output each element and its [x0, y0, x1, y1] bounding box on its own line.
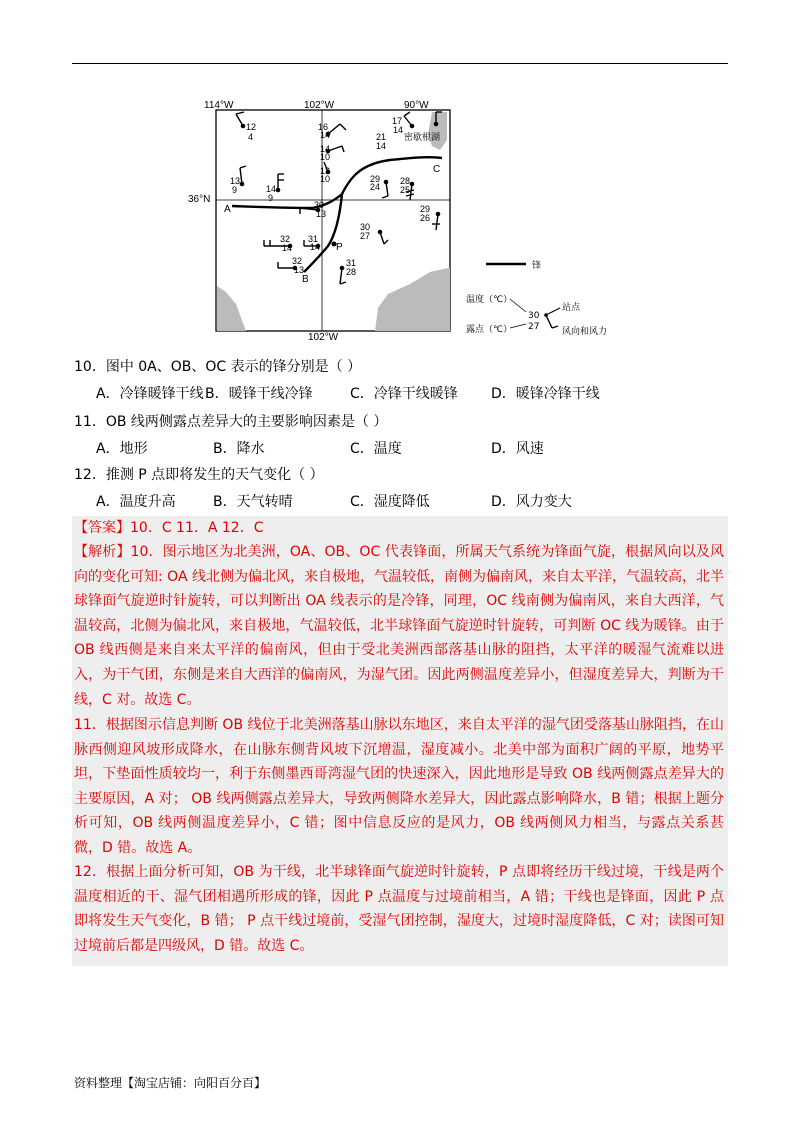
svg-text:17: 17 [392, 116, 403, 126]
svg-text:32: 32 [292, 256, 303, 266]
point-a: A [224, 204, 231, 215]
svg-text:10: 10 [320, 174, 331, 184]
svg-text:30: 30 [360, 222, 371, 232]
svg-text:14: 14 [282, 243, 293, 253]
svg-text:14: 14 [320, 144, 331, 154]
svg-text:14: 14 [376, 141, 387, 151]
q11-option-d: D．风速 [491, 441, 544, 457]
weather-map [188, 96, 640, 343]
svg-text:27: 27 [360, 231, 371, 241]
svg-text:9: 9 [268, 193, 274, 203]
svg-text:站点: 站点 [562, 303, 581, 313]
point-b: B [302, 274, 309, 285]
svg-text:12: 12 [246, 122, 257, 132]
svg-text:10: 10 [320, 152, 331, 162]
svg-text:温度（℃）: 温度（℃） [466, 295, 513, 305]
question-10: 10．图中 0A、OB、OC 表示的锋分别是（ ） [74, 359, 362, 375]
analysis-10: 【解析】10．图示地区为北美洲，OA、OB、OC 代表锋面，所属天气系统为锋面气旋，根据风向以及风向的变化可知: OA 线北侧为偏北风，来自极地，气温较低，南侧为偏南风，来自太平洋，气温较高，北半球锋面气旋逆时针旋转，可以判断出 OA 线表示的是冷锋，同理，OC 线南侧为偏南风，来自大西洋，气温较高，北侧为偏北风，来自极地，气温较低，北半球锋面气旋逆时针旋转，可判断 OC 线为暖锋。由于 OB 线西侧是来自来太平洋的偏南风，但由于受北美洲西部落基山脉的阻挡，太平洋的暖湿气流难以进入，为干气团，东侧是来自大西洋的偏南风，为湿气团。因此两侧温度差异小，但湿度差异大，判断为干线，C 对。故选 C。 [74, 544, 724, 708]
svg-text:9: 9 [232, 185, 238, 195]
lake-label: 密歇根湖 [404, 132, 441, 142]
map-legend [466, 259, 607, 337]
point-p: P [336, 242, 343, 253]
q12-option-c: C．湿度降低 [350, 494, 430, 510]
svg-text:13: 13 [230, 176, 241, 186]
svg-text:14: 14 [320, 130, 331, 140]
svg-text:31: 31 [308, 234, 319, 244]
lat-label: 36°N [188, 194, 211, 205]
svg-text:31: 31 [346, 258, 357, 268]
svg-text:锋: 锋 [532, 261, 542, 271]
svg-text:28: 28 [346, 267, 357, 277]
lon-label-90: 90°W [404, 100, 429, 111]
svg-text:14: 14 [310, 242, 321, 252]
svg-text:21: 21 [376, 132, 387, 142]
question-12: 12．推测 P 点即将发生的天气变化（ ） [74, 467, 324, 483]
answer-line: 【答案】10．C 11．A 12．C [74, 520, 264, 536]
svg-text:28: 28 [400, 176, 411, 186]
header-rule [72, 63, 728, 64]
question-11: 11．OB 线两侧露点差异大的主要影响因素是（ ） [74, 414, 388, 430]
svg-text:14: 14 [266, 184, 277, 194]
svg-text:13: 13 [316, 209, 327, 219]
svg-text:32: 32 [280, 234, 291, 244]
q10-option-b: B．暖锋干线冷锋 [205, 386, 313, 402]
svg-text:25: 25 [400, 185, 411, 195]
svg-text:16: 16 [318, 122, 329, 132]
svg-text:26: 26 [420, 213, 431, 223]
svg-text:13: 13 [294, 265, 305, 275]
svg-text:24: 24 [370, 182, 381, 192]
q12-option-b: B．天气转晴 [213, 494, 293, 510]
q12-option-a: A．温度升高 [96, 494, 176, 510]
q11-option-b: B．降水 [213, 441, 265, 457]
lon-label-114: 114°W [204, 100, 234, 111]
svg-text:29: 29 [420, 204, 431, 214]
svg-text:4: 4 [248, 132, 254, 142]
svg-text:30: 30 [314, 200, 325, 210]
q11-option-a: A．地形 [96, 441, 148, 457]
q12-option-d: D．风力变大 [491, 494, 572, 510]
svg-text:30: 30 [528, 311, 540, 321]
q10-option-a: A．冷锋暖锋干线 [96, 386, 204, 402]
q11-option-c: C．温度 [350, 441, 402, 457]
analysis-12: 12．根据上面分析可知，OB 为干线，北半球锋面气旋逆时针旋转，P 点即将经历干线过境，干线是两个温度相近的干、湿气团相遇所形成的锋，因此 P 点温度与过境前相当，A 错；干线也是锋面，因此 P 点即将发生天气变化，B 错； P 点干线过境前，受湿气团控制，湿度大，过境时湿度降低，C 对；读图可知过境前后都是四级风，D 错。故选 C。 [74, 864, 724, 954]
analysis-11: 11．根据图示信息判断 OB 线位于北美洲落基山脉以东地区，来自太平洋的湿气团受落基山脉阻挡，在山脉西侧迎风坡形成降水，在山脉东侧背风坡下沉增温，湿度减小。北美中部为面积广阔的平原，地势平坦，下垫面性质较均一，利于东侧墨西哥湾湿气团的快速深入，因此地形是导致 OB 线两侧露点差异大的主要原因，A 对； OB 线两侧露点差异大，导致两侧降水差异大，因此露点影响降水，B 错；根据上题分析可知，OB 线两侧温度差异小，C 错；图中信息反应的是风力，OB 线两侧风力相当，与露点关系甚微，D 错。故选 A。 [74, 717, 724, 856]
q10-option-d: D．暖锋冷锋干线 [491, 386, 600, 402]
lon-label-102: 102°W [304, 100, 335, 111]
q10-option-c: C．冷锋干线暖锋 [350, 386, 458, 402]
svg-text:14: 14 [393, 125, 404, 135]
svg-text:露点（℃）: 露点（℃） [466, 325, 513, 335]
svg-text:29: 29 [370, 174, 381, 184]
lon-label-102-bottom: 102°W [308, 332, 339, 343]
point-c: C [433, 164, 441, 175]
svg-text:13: 13 [320, 166, 331, 176]
svg-text:27: 27 [528, 322, 540, 332]
footer-source: 资料整理【淘宝店铺：向阳百分百】 [74, 1076, 267, 1090]
svg-text:风向和风力: 风向和风力 [562, 327, 608, 337]
answer-analysis-box [72, 516, 728, 966]
